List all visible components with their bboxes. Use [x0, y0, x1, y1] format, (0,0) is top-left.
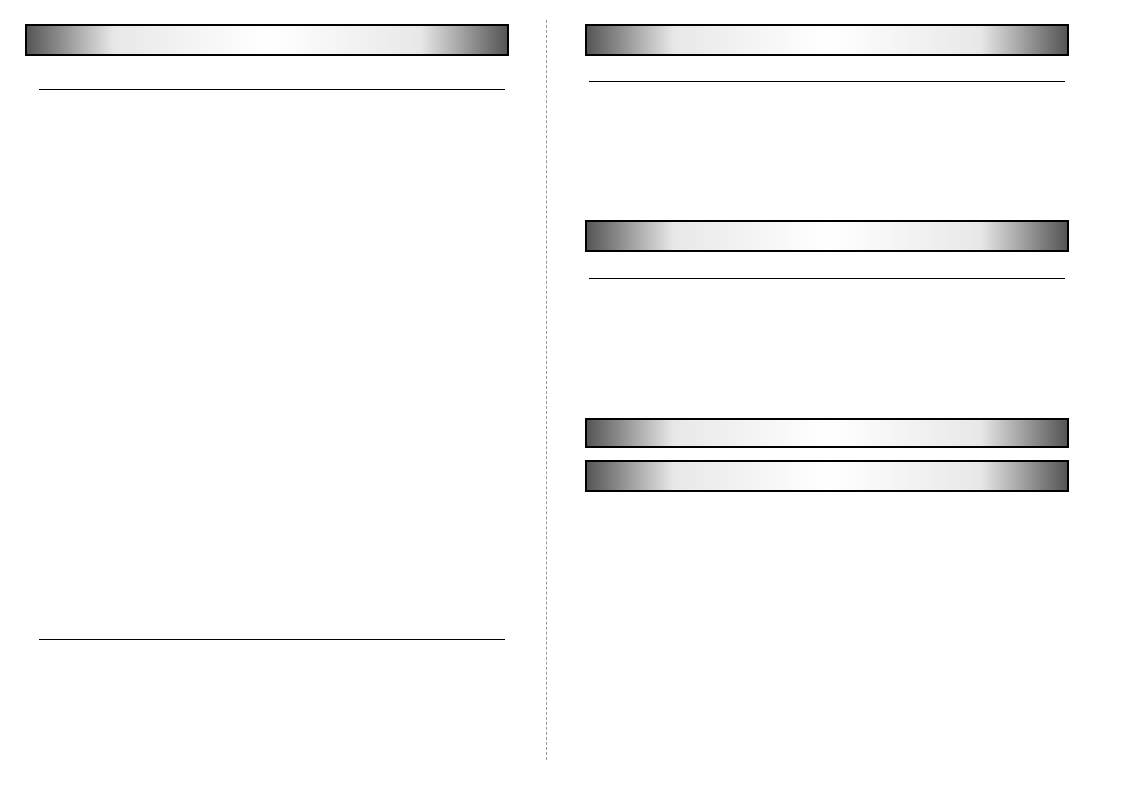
sunday-worship-banner — [25, 24, 509, 56]
praise-worship-banner — [585, 24, 1069, 56]
offering-note — [39, 637, 505, 640]
wednesday-time-line — [589, 262, 1065, 279]
praise-time-line — [589, 65, 1065, 82]
service-time-line — [39, 73, 505, 90]
weekly-report-banner — [585, 460, 1069, 492]
page-divider — [546, 20, 547, 760]
dawn-prayer-banner — [585, 418, 1069, 448]
wednesday-study-banner — [585, 220, 1069, 252]
